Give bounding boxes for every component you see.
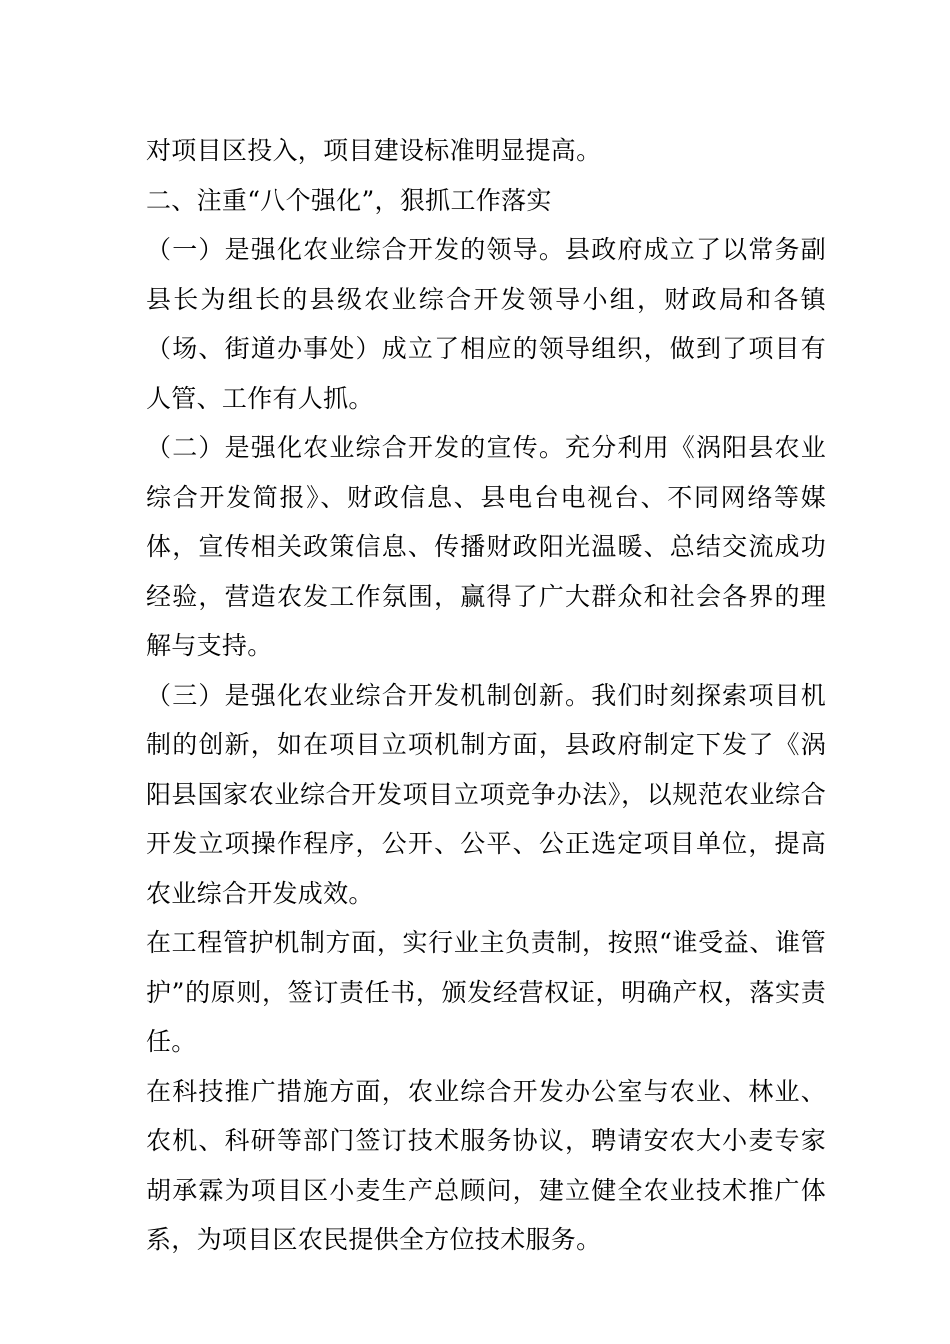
paragraph-intro-continuation: 对项目区投入，项目建设标准明显提高。 — [146, 136, 602, 165]
paragraph-publicity: （二）是强化农业综合开发的宣传。充分利用《涡阳县农业综合开发简报》、财政信息、县电台电视台、不同网络等媒体，宣传相关政策信息、传播财政阳光温暖、总结交流成功经验，营造农发工作氛围，赢得了广大群众和社会各界的理解与支持。 — [146, 433, 826, 660]
paragraph-maintenance-mechanism: 在工程管护机制方面，实行业主负责制，按照“谁受益、谁管护”的原则，签订责任书，颁发经营权证，明确产权，落实责任。 — [146, 928, 826, 1056]
section-heading: 二、注重“八个强化”，狠抓工作落实 — [146, 185, 552, 215]
paragraph-leadership: （一）是强化农业综合开发的领导。县政府成立了以常务副县长为组长的县级农业综合开发领导小组，财政局和各镇（场、街道办事处）成立了相应的领导组织，做到了项目有人管、工作有人抓。 — [146, 235, 826, 413]
paragraph-mechanism-innovation: （三）是强化农业综合开发机制创新。我们时刻探索项目机制的创新，如在项目立项机制方面，县政府制定下发了《涡阳县国家农业综合开发项目立项竞争办法》，以规范农业综合开发立项操作程序，公开、公平、公正选定项目单位，提高农业综合开发成效。 — [146, 680, 826, 908]
paragraph-tech-promotion: 在科技推广措施方面，农业综合开发办公室与农业、林业、农机、科研等部门签订技术服务协议，聘请安农大小麦专家胡承霖为项目区小麦生产总顾问，建立健全农业技术推广体系，为项目区农民提供全方位技术服务。 — [146, 1076, 826, 1254]
document-body — [146, 126, 826, 1265]
